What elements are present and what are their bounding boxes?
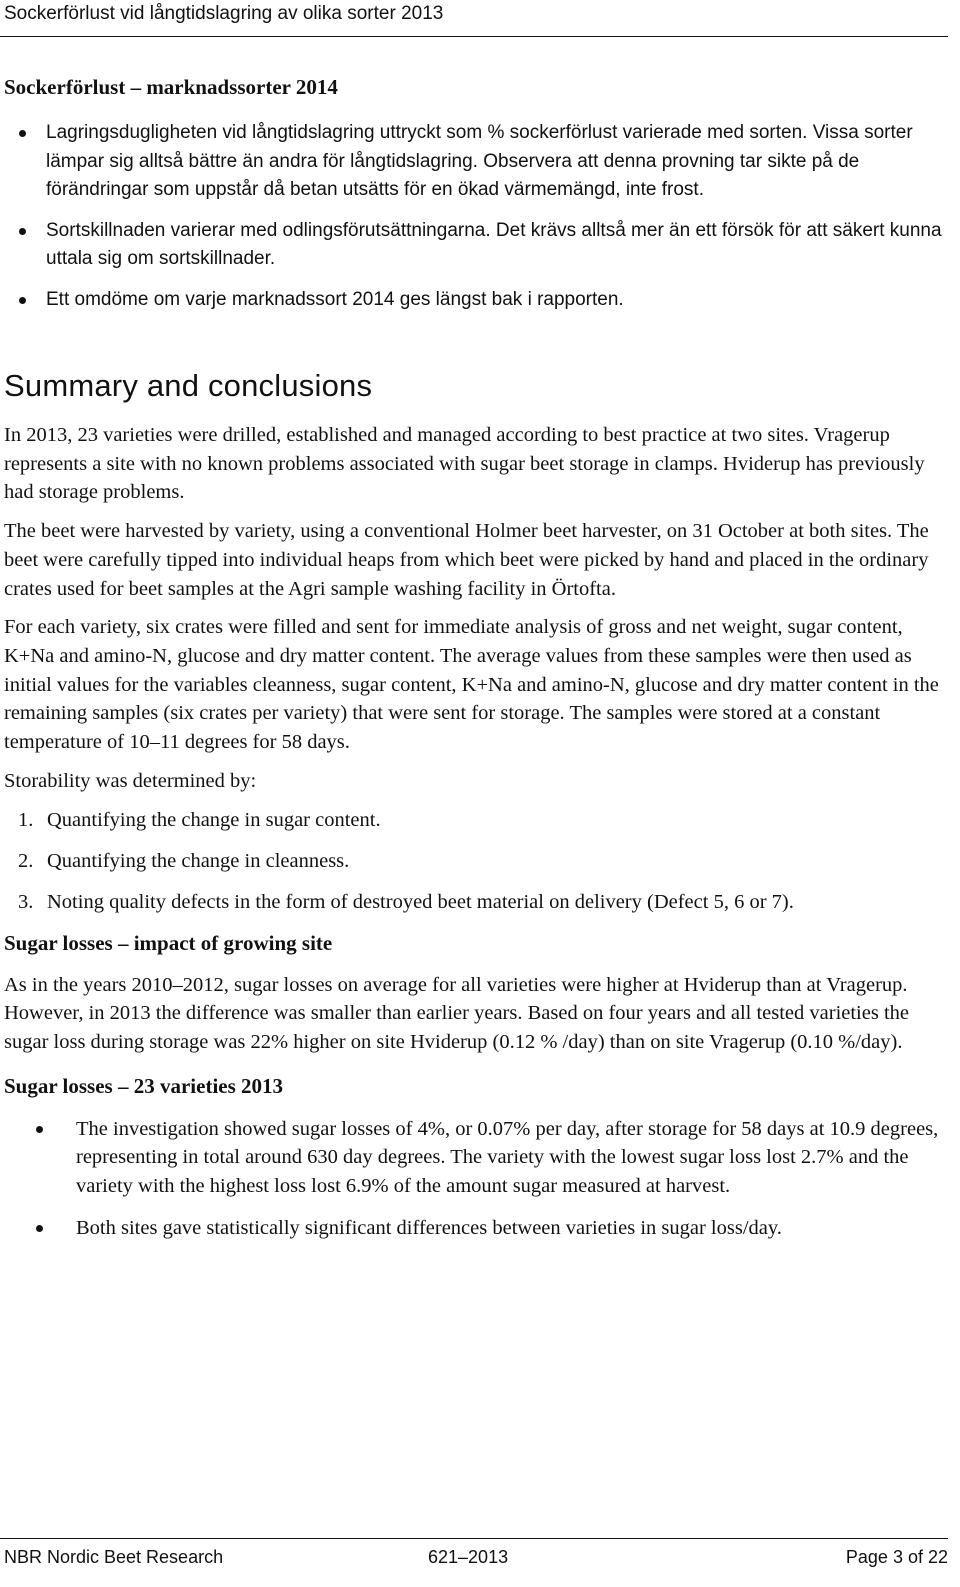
market-bullet-list — [4, 119, 944, 314]
step-number: 2. — [18, 850, 34, 873]
list-item — [4, 847, 944, 876]
bullet-text: Ett omdöme om varje marknadssort 2014 ges längst bak i rapporten. — [46, 288, 624, 310]
list-item — [4, 217, 944, 274]
bullet-icon — [19, 297, 26, 304]
section-heading-growing-site: Sugar losses – impact of growing site — [4, 930, 333, 955]
summary-paragraph: In 2013, 23 varieties were drilled, established and managed according to best practice at two sites. Vragerup represents a site with no known problems associated with sugar beet storage in clamps. Hviderup has previously had storage problems. — [4, 424, 925, 504]
step-number: 3. — [18, 890, 34, 913]
summary-heading: Summary and conclusions — [4, 368, 373, 403]
running-header: Sockerförlust vid långtidslagring av olika sorter 2013 — [4, 3, 444, 24]
page-content — [4, 70, 944, 1242]
footer-report-number: 621–2013 — [428, 1547, 509, 1567]
section-heading-market: Sockerförlust – marknadssorter 2014 — [4, 75, 338, 99]
list-item — [4, 806, 944, 835]
bullet-text: Sortskillnaden varierar med odlingsförutsättningarna. Det krävs alltså mer än ett försök för att säkert kunna uttala sig om sortskillnader. — [46, 219, 942, 269]
step-text: Quantifying the change in sugar content. — [47, 809, 381, 832]
step-number: 1. — [18, 809, 34, 832]
bullet-text: Lagringsdugligheten vid långtidslagring uttryckt som % sockerförlust varierade med sorten. Vissa sorter lämpar sig alltså bättre än andra för långtidslagring. Observera att denna provning tar sikte på de förändringar som uppstår då betan utsätts för en ökad värmemängd, inte frost. — [46, 122, 913, 200]
storability-intro: Storability was determined by: — [4, 769, 257, 792]
bullet-icon — [36, 1225, 43, 1232]
summary-paragraph: The beet were harvested by variety, using a conventional Holmer beet harvester, on 31 October at both sites. The beet were carefully tipped into individual heaps from which beet were picked by hand and placed in the ordinary crates used for beet samples at the Agri sample washing facility in Örtofta. — [4, 520, 929, 600]
footer-organization: NBR Nordic Beet Research — [4, 1547, 224, 1567]
step-text: Noting quality defects in the form of destroyed beet material on delivery (Defect 5, 6 or 7). — [47, 890, 794, 913]
list-item — [4, 119, 944, 205]
varieties-bullet-list — [4, 1115, 944, 1243]
bullet-text: The investigation showed sugar losses of 4%, or 0.07% per day, after storage for 58 days at 10.9 degrees, representing in total around 630 day degrees. The variety with the lowest sugar loss lost 2.7% and the variety with the highest loss lost 6.9% of the amount sugar measured at harvest. — [76, 1117, 939, 1198]
header-divider — [0, 36, 948, 37]
storability-steps — [4, 806, 944, 916]
bullet-icon — [36, 1126, 43, 1133]
bullet-icon — [19, 130, 26, 137]
summary-body — [4, 421, 944, 917]
section-heading-varieties: Sugar losses – 23 varieties 2013 — [4, 1073, 284, 1098]
list-item — [4, 888, 944, 917]
footer-divider — [0, 1538, 948, 1539]
list-item — [4, 286, 944, 315]
bullet-text: Both sites gave statistically significant differences between varieties in sugar loss/day. — [76, 1216, 782, 1239]
list-item — [4, 1115, 944, 1201]
step-text: Quantifying the change in cleanness. — [47, 850, 350, 873]
growing-site-paragraph: As in the years 2010–2012, sugar losses on average for all varieties were higher at Hviderup than at Vragerup. However, in 2013 the difference was smaller than earlier years. Based on four years and all tested varieties the sugar loss during storage was 22% higher on site Hviderup (0.12 % /day) than on site Vragerup (0.10 %/day). — [4, 973, 910, 1053]
bullet-icon — [19, 228, 26, 235]
summary-paragraph: For each variety, six crates were filled and sent for immediate analysis of gross and net weight, sugar content, K+Na and amino-N, glucose and dry matter content. The average values from these samples were then used as initial values for the variables cleanness, sugar content, K+Na and amino-N, glucose and dry matter content in the remaining samples (six crates per variety) that were sent for storage. The samples were stored at a constant temperature of 10–11 degrees for 58 days. — [4, 616, 939, 754]
list-item — [4, 1214, 944, 1243]
footer-page-number: Page 3 of 22 — [845, 1547, 948, 1567]
